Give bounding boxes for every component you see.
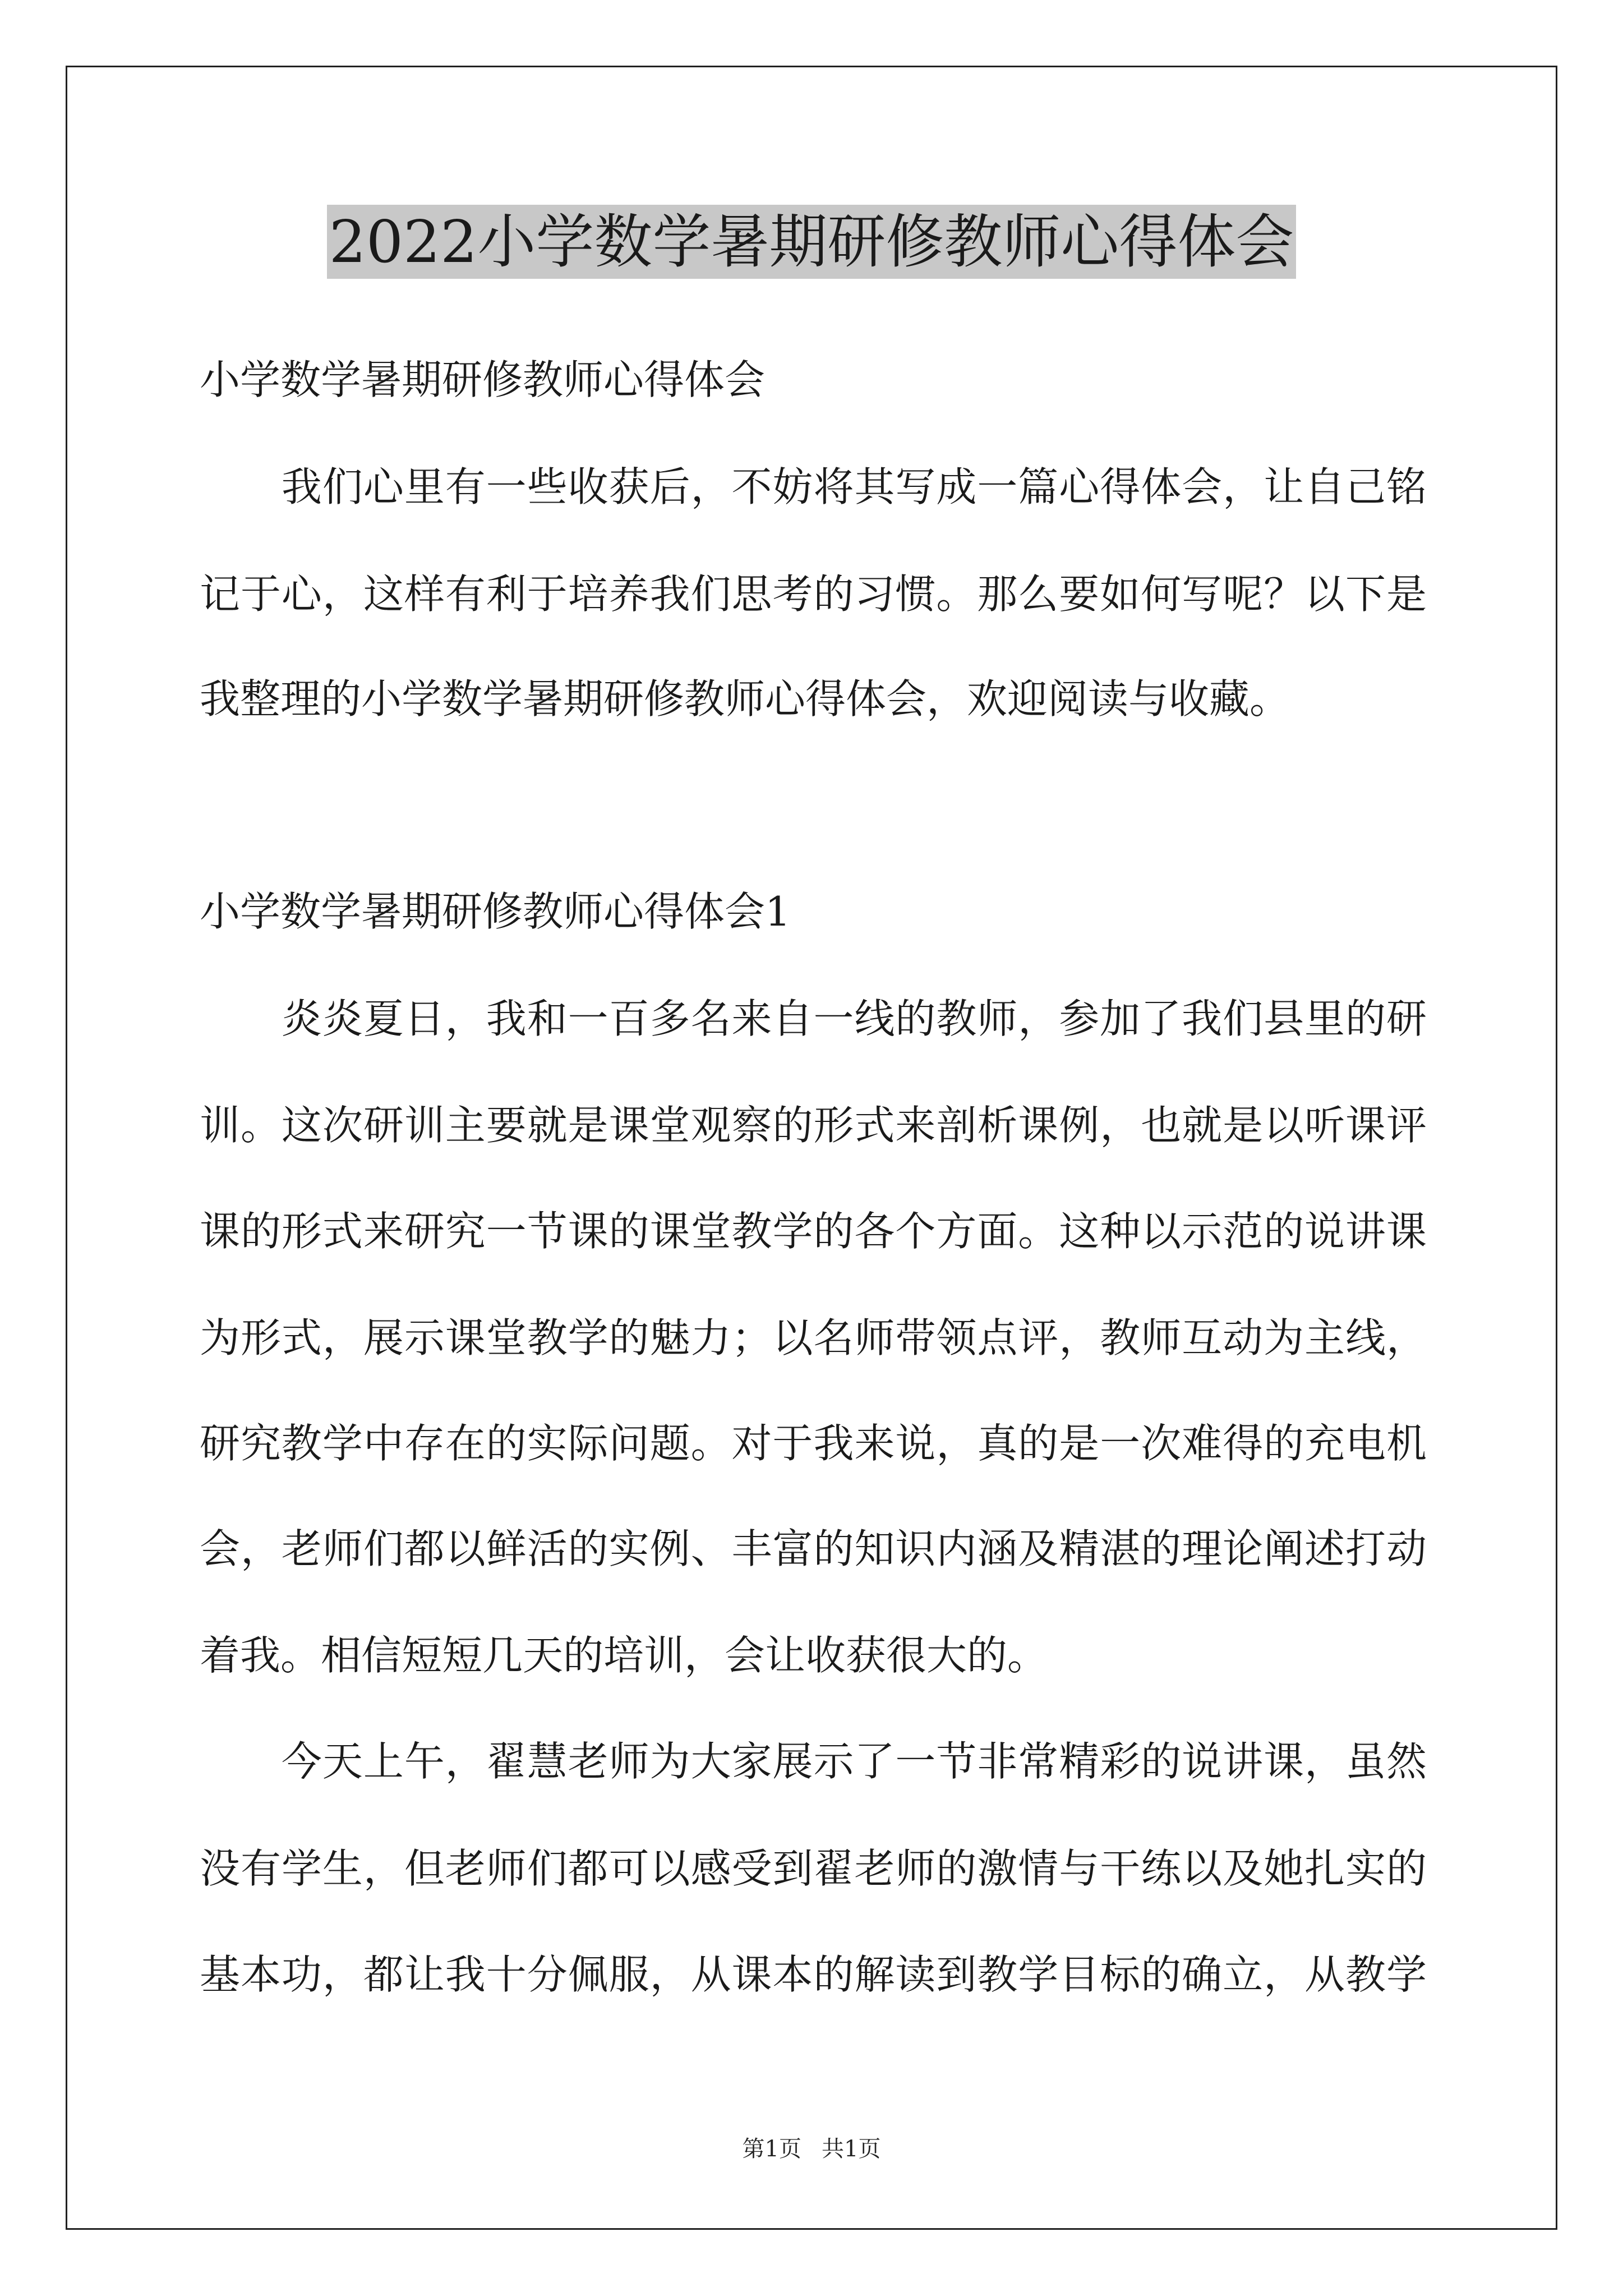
paragraph-line: 课的形式来研究一节课的课堂教学的各个方面。这种以示范的说讲课 <box>200 1208 1427 1255</box>
page-footer <box>0 2135 1623 2163</box>
page-number: 第1页 <box>742 2136 801 2162</box>
paragraph-line: 没有学生，但老师们都可以感受到翟老师的激情与干练以及她扎实的 <box>200 1845 1427 1892</box>
paragraph-line: 着我。相信短短几天的培训，会让收获很大的。 <box>200 1632 1048 1679</box>
paragraph-line: 训。这次研训主要就是课堂观察的形式来剖析课例，也就是以听课评 <box>200 1102 1427 1149</box>
paragraph-line: 研究教学中存在的实际问题。对于我来说，真的是一次难得的充电机 <box>200 1420 1427 1467</box>
paragraph-line: 炎炎夏日，我和一百多名来自一线的教师，参加了我们县里的研 <box>200 995 1427 1042</box>
intro-line: 记于心，这样有利于培养我们思考的习惯。那么要如何写呢？以下是 <box>200 570 1427 618</box>
paragraph-line: 会，老师们都以鲜活的实例、丰富的知识内涵及精湛的理论阐述打动 <box>200 1525 1427 1572</box>
title-container <box>0 205 1623 279</box>
intro-line: 我们心里有一些收获后，不妨将其写成一篇心得体会，让自己铭 <box>200 463 1427 510</box>
intro-line: 我整理的小学数学暑期研修教师心得体会，欢迎阅读与收藏。 <box>200 675 1290 723</box>
paragraph-line: 基本功，都让我十分佩服，从课本的解读到教学目标的确立，从教学 <box>200 1951 1427 1998</box>
page-total: 共1页 <box>822 2136 881 2162</box>
paragraph-line: 为形式，展示课堂教学的魅力；以名师带领点评，教师互动为主线， <box>200 1314 1427 1361</box>
section-heading: 小学数学暑期研修教师心得体会1 <box>200 888 791 935</box>
document-subtitle: 小学数学暑期研修教师心得体会 <box>200 356 766 403</box>
paragraph-line: 今天上午，翟慧老师为大家展示了一节非常精彩的说讲课，虽然 <box>200 1738 1427 1785</box>
document-title: 2022小学数学暑期研修教师心得体会 <box>327 205 1297 279</box>
